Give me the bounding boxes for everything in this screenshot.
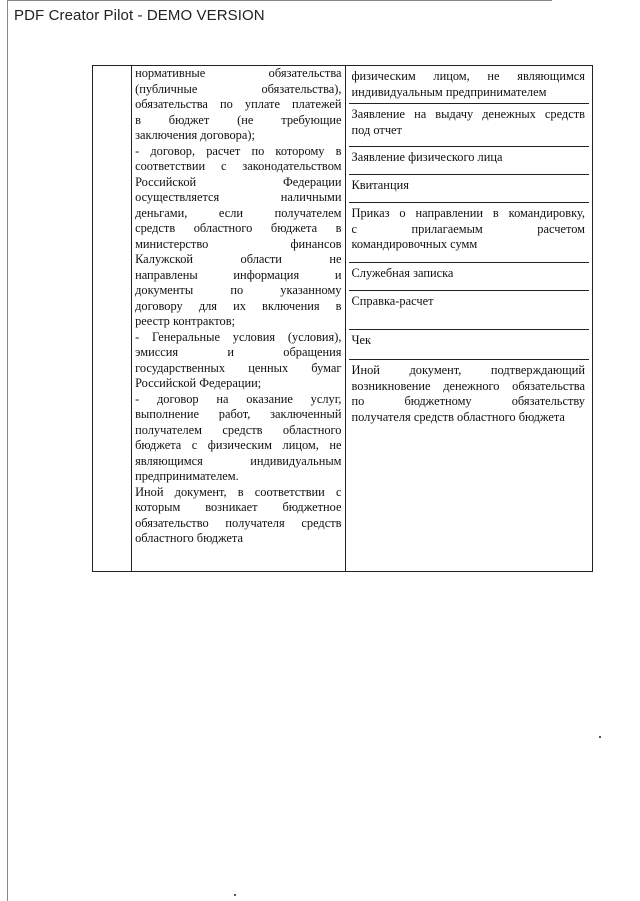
text-line: Иной документ, подтверждающий (351, 363, 585, 377)
documents-cell (345, 66, 593, 572)
text-line: под отчет (351, 122, 402, 137)
text-line: - договор, расчет по которому в (135, 143, 342, 158)
page-border-left (7, 0, 8, 901)
text-line: осуществляется наличными (135, 190, 342, 204)
text-line: Калужской области не (135, 252, 342, 266)
text-line: документы по указанному (135, 283, 342, 297)
text-line: обязательства по уплате платежей (135, 97, 342, 111)
text-line: средств областного бюджета в (135, 221, 342, 235)
document-type-cell (349, 263, 590, 291)
text-line: являющимся индивидуальным (135, 453, 342, 468)
text-line: нормативные обязательства (135, 66, 342, 80)
text-line: с прилагаемым расчетом (351, 221, 585, 236)
text-line: областного бюджета (135, 531, 243, 545)
text-line: реестр контрактов; (135, 314, 236, 328)
document-type-cell (349, 360, 590, 571)
text-line: выполнение работ, заключенный (135, 407, 342, 421)
text-line: Иной документ, в соответствии с (135, 484, 342, 499)
text-line: бюджета с физическим лицом, не (135, 438, 342, 452)
obligation-basis-cell (132, 66, 345, 572)
text-line: Заявление физического лица (351, 150, 503, 164)
scan-speck (234, 894, 236, 896)
text-line: Справка-расчет (351, 294, 434, 308)
text-line: по бюджетному обязательству (351, 394, 585, 408)
text-line: деньгами, если получателем (135, 205, 342, 220)
empty-index-cell (93, 66, 132, 572)
text-line: Служебная записка (351, 266, 454, 280)
text-line: министерство финансов (135, 236, 342, 251)
text-line: государственных ценных бумаг (135, 360, 342, 375)
text-line: физическим лицом, не являющимся (351, 69, 585, 83)
text-line: эмиссия и обращения (135, 345, 342, 359)
text-line: индивидуальным предпринимателем (351, 84, 547, 99)
document-type-cell (349, 147, 590, 175)
text-line: направлены информация и (135, 267, 342, 282)
text-line: договору для их включения в (135, 298, 342, 313)
text-line: возникновение денежного обязательства (351, 378, 585, 393)
text-line: - Генеральные условия (условия), (135, 329, 342, 344)
document-table (92, 65, 593, 572)
text-line: обязательство получателя средств (135, 515, 342, 530)
page-border-top (7, 0, 552, 1)
document-type-cell (349, 203, 590, 263)
document-type-cell (349, 66, 590, 104)
table-row (93, 66, 593, 572)
document-type-cell (349, 104, 590, 147)
text-line: Российской Федерации; (135, 376, 262, 390)
text-line: командировочных сумм (351, 237, 478, 251)
text-line: Российской Федерации (135, 174, 342, 189)
obligation-basis-text (135, 66, 341, 547)
scan-speck (599, 736, 601, 738)
document-type-cell (349, 175, 590, 203)
text-line: в бюджет (не требующие (135, 112, 342, 127)
text-line: Чек (351, 333, 372, 347)
text-line: (публичные обязательства), (135, 81, 342, 96)
text-line: Квитанция (351, 178, 409, 192)
text-line: соответствии с законодательством (135, 159, 342, 173)
text-line: Приказ о направлении в командировку, (351, 206, 585, 220)
text-line: предпринимателем. (135, 469, 239, 483)
document-type-cell (349, 291, 590, 330)
document-type-cell (349, 330, 590, 360)
documents-list (349, 66, 590, 571)
text-line: получателя средств областного бюджета (351, 409, 565, 424)
text-line: - договор на оказание услуг, (135, 391, 342, 406)
text-line: заключения договора); (135, 128, 255, 142)
text-line: получателем средств областного (135, 422, 342, 437)
text-line: которым возникает бюджетное (135, 500, 342, 514)
demo-watermark-banner: PDF Creator Pilot - DEMO VERSION (14, 7, 265, 24)
text-line: Заявление на выдачу денежных средств (351, 107, 585, 121)
